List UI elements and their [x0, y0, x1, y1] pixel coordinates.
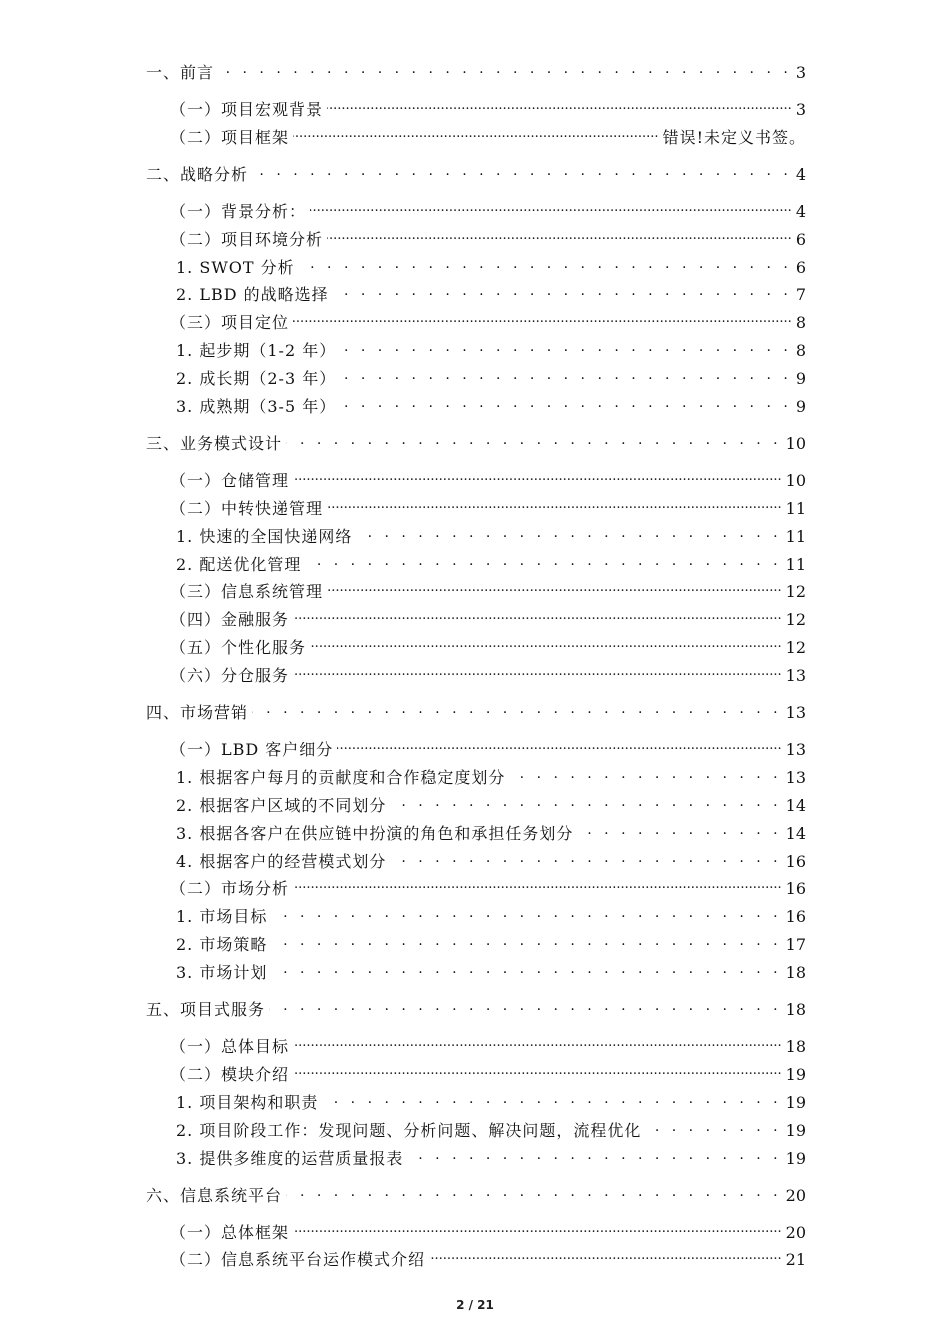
toc-entry[interactable]	[146, 663, 806, 691]
toc-entry-page: 19	[785, 1064, 806, 1084]
toc-entry-page: 18	[785, 1000, 806, 1020]
toc-entry[interactable]	[146, 737, 806, 765]
toc-entry-page: 10	[785, 433, 806, 453]
toc-entry-label: （二）项目环境分析	[170, 229, 324, 249]
toc-leader-dots	[293, 878, 782, 894]
toc-entry[interactable]	[146, 1220, 806, 1248]
toc-entry-label: 1. 起步期（1-2 年）	[176, 341, 337, 361]
toc-entry-label: 2. 成长期（2-3 年）	[176, 369, 337, 389]
toc-entry[interactable]	[146, 199, 806, 227]
toc-leader-dots	[293, 127, 659, 143]
toc-entry-label: （一）总体框架	[170, 1222, 290, 1242]
toc-leader-dots	[327, 229, 792, 245]
toc-entry[interactable]	[146, 1146, 806, 1174]
toc-entry-page: 10	[785, 470, 806, 490]
toc-leader-dots	[293, 1222, 782, 1238]
toc-entry-page: 12	[785, 638, 806, 658]
toc-entry[interactable]	[146, 579, 806, 607]
toc-entry-label: 1. 快速的全国快递网络	[176, 526, 353, 546]
toc-entry-page: 14	[785, 795, 806, 815]
toc-entry[interactable]	[146, 1090, 806, 1118]
toc-entry-label: 2. 配送优化管理	[176, 554, 302, 574]
page-footer: 2 / 21	[456, 1298, 494, 1312]
toc-leader-dots	[327, 581, 782, 597]
toc-entry[interactable]	[146, 1034, 806, 1062]
toc-leader-dots	[577, 823, 781, 839]
toc-entry-page: 13	[785, 740, 806, 760]
toc-leader-dots	[322, 1092, 781, 1108]
toc-entry-label: 2. 根据客户区域的不同划分	[176, 795, 387, 815]
toc-leader-dots	[293, 609, 782, 625]
toc-leader-dots	[645, 1120, 781, 1136]
toc-entry-label: 3. 成熟期（3-5 年）	[176, 397, 337, 417]
toc-entry[interactable]	[146, 876, 806, 904]
toc-entry-label: 二、战略分析	[146, 164, 249, 184]
table-of-contents	[146, 60, 806, 1275]
toc-leader-dots	[337, 739, 781, 755]
toc-leader-dots	[340, 340, 792, 356]
toc-leader-dots	[286, 433, 782, 449]
toc-leader-dots	[271, 962, 781, 978]
toc-entry[interactable]	[146, 960, 806, 988]
toc-entry[interactable]	[146, 1062, 806, 1090]
toc-entry-label: 3. 提供多维度的运营质量报表	[176, 1148, 404, 1168]
toc-entry-label: 一、前言	[146, 63, 215, 82]
toc-entry-page: 20	[785, 1185, 806, 1205]
toc-entry-label: （四）金融服务	[170, 610, 290, 630]
toc-entry[interactable]	[146, 227, 806, 255]
toc-entry-page: 13	[785, 703, 806, 723]
toc-leader-dots	[271, 934, 781, 950]
toc-leader-dots	[286, 1185, 782, 1201]
toc-leader-dots	[252, 702, 782, 718]
toc-entry-page: 18	[785, 1037, 806, 1057]
toc-entry[interactable]	[146, 1247, 806, 1275]
toc-entry[interactable]	[146, 366, 806, 394]
toc-leader-dots	[293, 665, 782, 681]
toc-entry[interactable]	[146, 635, 806, 663]
toc-leader-dots	[293, 1036, 782, 1052]
toc-entry-page: 3	[795, 100, 806, 119]
toc-entry-page: 错误!未定义书签。	[662, 127, 806, 147]
toc-entry[interactable]	[146, 338, 806, 366]
toc-entry-page: 16	[785, 851, 806, 871]
toc-entry-label: （二）模块介绍	[170, 1064, 290, 1084]
toc-entry[interactable]	[146, 282, 806, 310]
toc-leader-dots	[327, 99, 792, 115]
toc-leader-dots	[269, 999, 782, 1015]
toc-entry[interactable]	[146, 552, 806, 580]
toc-leader-dots	[271, 906, 781, 922]
toc-entry[interactable]	[146, 162, 806, 190]
toc-entry-page: 20	[785, 1222, 806, 1242]
toc-leader-dots	[509, 767, 781, 783]
toc-entry-page: 6	[795, 257, 806, 277]
toc-entry-label: 五、项目式服务	[146, 1000, 266, 1020]
toc-entry-page: 12	[785, 610, 806, 630]
toc-entry-label: （一）仓储管理	[170, 470, 290, 490]
toc-entry[interactable]	[146, 1183, 806, 1211]
toc-entry-page: 3	[795, 63, 806, 82]
toc-leader-dots	[293, 470, 782, 486]
toc-entry-label: 1. 项目架构和职责	[176, 1092, 319, 1112]
toc-entry-label: 2. LBD 的战略选择	[176, 285, 329, 305]
toc-leader-dots	[293, 1064, 782, 1080]
toc-entry[interactable]	[146, 524, 806, 552]
toc-entry-label: 三、业务模式设计	[146, 433, 283, 453]
toc-entry-label: 六、信息系统平台	[146, 1185, 283, 1205]
toc-entry-label: 3. 市场计划	[176, 963, 268, 983]
toc-leader-dots	[407, 1148, 781, 1164]
toc-entry-page: 4	[795, 201, 806, 221]
toc-leader-dots	[333, 284, 792, 300]
toc-entry[interactable]	[146, 849, 806, 877]
toc-entry[interactable]	[146, 932, 806, 960]
toc-entry-label: （二）项目框架	[170, 127, 290, 147]
toc-entry[interactable]	[146, 793, 806, 821]
toc-entry[interactable]	[146, 496, 806, 524]
toc-entry-page: 11	[785, 554, 806, 574]
toc-leader-dots	[390, 851, 781, 867]
toc-entry-page: 19	[785, 1092, 806, 1112]
toc-entry-label: （二）信息系统平台运作模式介绍	[170, 1250, 426, 1270]
toc-leader-dots	[327, 498, 782, 514]
toc-entry[interactable]	[146, 468, 806, 496]
toc-entry-page: 12	[785, 582, 806, 602]
toc-entry[interactable]	[146, 97, 806, 125]
toc-entry-page: 7	[795, 285, 806, 305]
toc-entry-label: （一）背景分析：	[170, 201, 307, 221]
toc-entry-page: 19	[785, 1148, 806, 1168]
toc-leader-dots	[340, 396, 792, 412]
toc-entry-label: 1. 根据客户每月的贡献度和合作稳定度划分	[176, 767, 506, 787]
toc-entry-page: 21	[785, 1250, 806, 1270]
toc-entry-label: 1. 市场目标	[176, 907, 268, 927]
toc-entry-label: （三）信息系统管理	[170, 582, 324, 602]
toc-entry-label: 2. 项目阶段工作：发现问题、分析问题、解决问题，流程优化	[176, 1120, 642, 1140]
toc-entry[interactable]	[146, 394, 806, 422]
toc-entry[interactable]	[146, 765, 806, 793]
toc-leader-dots	[305, 554, 781, 570]
toc-entry-page: 18	[785, 963, 806, 983]
toc-entry-label: 4. 根据客户的经营模式划分	[176, 851, 387, 871]
toc-entry-label: （六）分仓服务	[170, 666, 290, 686]
toc-entry-label: （一）项目宏观背景	[170, 100, 324, 119]
toc-entry-page: 4	[795, 164, 806, 184]
toc-leader-dots	[218, 62, 792, 78]
toc-entry[interactable]	[146, 431, 806, 459]
toc-entry[interactable]	[146, 310, 806, 338]
toc-entry-label: 2. 市场策略	[176, 935, 268, 955]
toc-entry-page: 16	[785, 907, 806, 927]
toc-leader-dots	[299, 257, 792, 273]
toc-entry-page: 6	[795, 229, 806, 249]
toc-entry-label: 1. SWOT 分析	[176, 257, 295, 277]
toc-leader-dots	[252, 164, 792, 180]
toc-entry-label: 四、市场营销	[146, 703, 249, 723]
toc-entry-page: 17	[785, 935, 806, 955]
toc-entry[interactable]	[146, 607, 806, 635]
toc-entry-label: （三）项目定位	[170, 313, 290, 333]
toc-entry[interactable]	[146, 1118, 806, 1146]
toc-entry-page: 14	[785, 823, 806, 843]
toc-entry-page: 8	[795, 313, 806, 333]
toc-entry-page: 13	[785, 666, 806, 686]
toc-entry[interactable]	[146, 997, 806, 1025]
toc-entry-page: 9	[795, 369, 806, 389]
toc-entry-page: 11	[785, 498, 806, 518]
toc-entry[interactable]	[146, 255, 806, 283]
toc-entry-label: （一）总体目标	[170, 1037, 290, 1057]
toc-entry-label: （一）LBD 客户细分	[170, 740, 334, 760]
toc-entry-page: 13	[785, 767, 806, 787]
toc-entry-label: （五）个性化服务	[170, 638, 307, 658]
toc-entry[interactable]	[146, 125, 806, 153]
toc-leader-dots	[356, 526, 781, 542]
toc-entry-label: 3. 根据各客户在供应链中扮演的角色和承担任务划分	[176, 823, 574, 843]
toc-entry[interactable]	[146, 60, 806, 88]
toc-entry[interactable]	[146, 904, 806, 932]
toc-entry-page: 16	[785, 879, 806, 899]
toc-entry[interactable]	[146, 700, 806, 728]
toc-entry-page: 11	[785, 526, 806, 546]
toc-entry-label: （二）中转快递管理	[170, 498, 324, 518]
toc-entry-page: 19	[785, 1120, 806, 1140]
toc-entry-page: 9	[795, 397, 806, 417]
toc-leader-dots	[310, 201, 792, 217]
toc-leader-dots	[293, 312, 792, 328]
toc-leader-dots	[340, 368, 792, 384]
toc-leader-dots	[390, 795, 781, 811]
toc-entry-label: （二）市场分析	[170, 879, 290, 899]
toc-entry-page: 8	[795, 341, 806, 361]
toc-leader-dots	[429, 1249, 782, 1265]
toc-entry[interactable]	[146, 821, 806, 849]
toc-leader-dots	[310, 637, 782, 653]
